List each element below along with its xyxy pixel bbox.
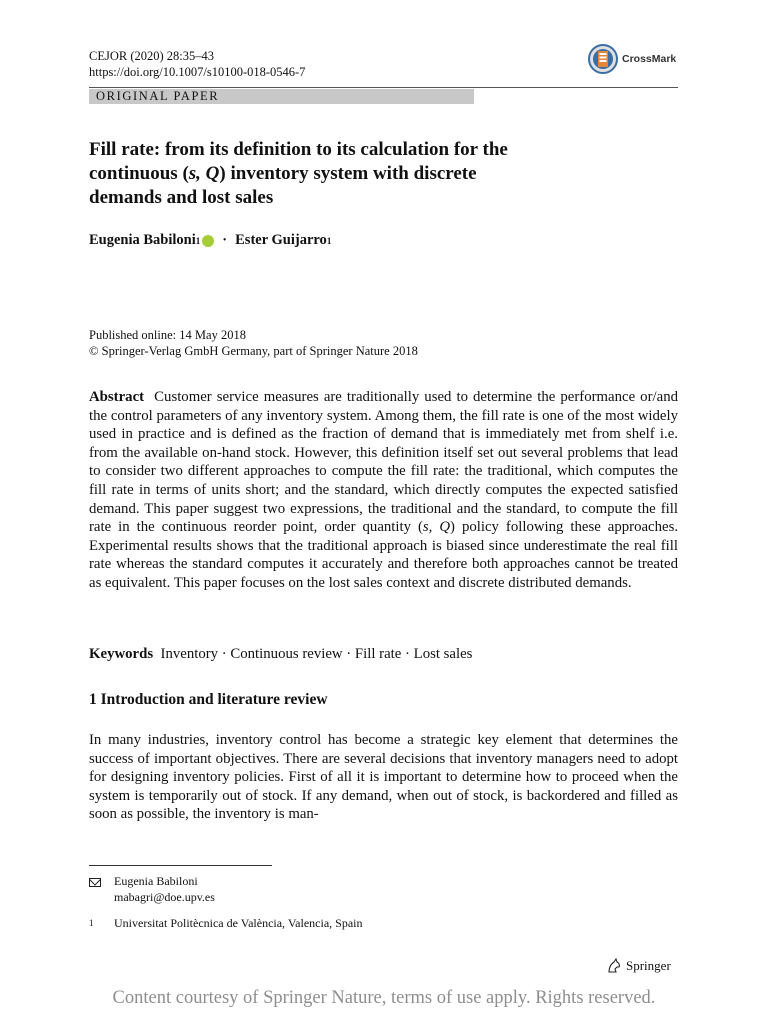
keywords bbox=[89, 646, 472, 663]
title-line-1: Fill rate: from its definition to its calculation for the bbox=[89, 139, 508, 160]
title-text: ) inventory system with discrete bbox=[219, 163, 477, 184]
corresponding-author bbox=[89, 873, 362, 905]
section-body: In many industries, inventory control has become a strategic key element that determines the success of important objectives. There are several decisions that inventory managers need to adopt for designing inventory policies. First of all it is important to determine how to proceed when the system is temporarily out of stock. If any demand, when out of stock, is backordered and filled as soon as possible, the inventory is man- bbox=[89, 732, 678, 823]
doi-link[interactable]: https://doi.org/10.1007/s10100-018-0546-7 bbox=[89, 65, 306, 79]
abstract-label: Abstract bbox=[89, 389, 145, 405]
abstract-italic: s, Q bbox=[422, 519, 451, 536]
header-rule bbox=[89, 87, 678, 88]
keywords-label: Keywords bbox=[89, 646, 154, 662]
envelope-wrap bbox=[89, 873, 114, 905]
springer-label: Springer bbox=[626, 958, 671, 973]
abstract-text: Customer service measures are traditionally used to determine the performance or/and the control parameters of any inventory system. Among them, the fill rate is one of the most widely used in practice and is defined as the fraction of demand that is immediately met from shelf i.e. from the available on-hand stock. However, this definition itself set out several problems that lead to consider two different approaches to compute the fill rate: the traditional, which computes the fill rate in terms of units short; and the standard, which directly computes the expected satisfied demand. This paper suggest two expressions, the traditional and the standard, to compute the fill rate in the continuous reorder point, order quantity ( bbox=[89, 389, 678, 536]
author-affiliation: 1 bbox=[326, 235, 332, 246]
keywords-text: Inventory · Continuous review · Fill rate · Lost sales bbox=[160, 646, 473, 662]
courtesy-watermark: Content courtesy of Springer Nature, terms of use apply. Rights reserved. bbox=[112, 988, 656, 1008]
journal-info bbox=[89, 48, 305, 80]
affiliation-text: Universitat Politècnica de València, Valencia, Spain bbox=[114, 916, 363, 930]
author-affiliation: 1 bbox=[195, 235, 201, 246]
affiliation bbox=[89, 915, 362, 931]
section-heading: 1 Introduction and literature review bbox=[89, 691, 328, 708]
publisher-logo bbox=[606, 958, 671, 974]
copyright: © Springer-Verlag GmbH Germany, part of Springer Nature 2018 bbox=[89, 344, 418, 358]
footnotes bbox=[89, 873, 362, 931]
abstract bbox=[89, 388, 678, 593]
crossmark-icon bbox=[588, 44, 618, 74]
corresponding-email[interactable]: mabagri@doe.upv.es bbox=[114, 890, 215, 904]
title-line-3: demands and lost sales bbox=[89, 187, 274, 208]
paper-title bbox=[89, 138, 649, 210]
affiliation-mark: 1 bbox=[89, 918, 94, 928]
title-line-2 bbox=[89, 162, 649, 186]
author-name[interactable]: Eugenia Babiloni bbox=[89, 232, 196, 248]
published-online: Published online: 14 May 2018 bbox=[89, 328, 246, 342]
springer-horse-icon bbox=[606, 958, 622, 974]
article-type: ORIGINAL PAPER bbox=[96, 89, 220, 103]
author-name[interactable]: Ester Guijarro bbox=[235, 232, 327, 248]
crossmark-badge[interactable] bbox=[588, 44, 676, 74]
orcid-icon[interactable] bbox=[202, 235, 214, 247]
title-italic: s, Q bbox=[188, 163, 220, 184]
crossmark-label: CrossMark bbox=[622, 53, 677, 65]
author-separator: · bbox=[222, 232, 228, 248]
corresponding-name: Eugenia Babiloni bbox=[114, 874, 198, 888]
title-text: continuous ( bbox=[89, 163, 189, 184]
footnote-rule bbox=[89, 865, 272, 866]
author-list bbox=[89, 232, 331, 249]
journal-citation: CEJOR (2020) 28:35–43 bbox=[89, 49, 214, 63]
envelope-icon bbox=[89, 878, 101, 887]
abstract-text: ) policy following these approaches. Experimental results shows that the traditional approach is biased since underestimate the real fill rate whereas the standard computes it accurately and therefore both approaches cannot be treated as equivalent. This paper focuses on the lost sales context and discrete distributed demands. bbox=[89, 519, 679, 591]
publication-info bbox=[89, 327, 418, 359]
